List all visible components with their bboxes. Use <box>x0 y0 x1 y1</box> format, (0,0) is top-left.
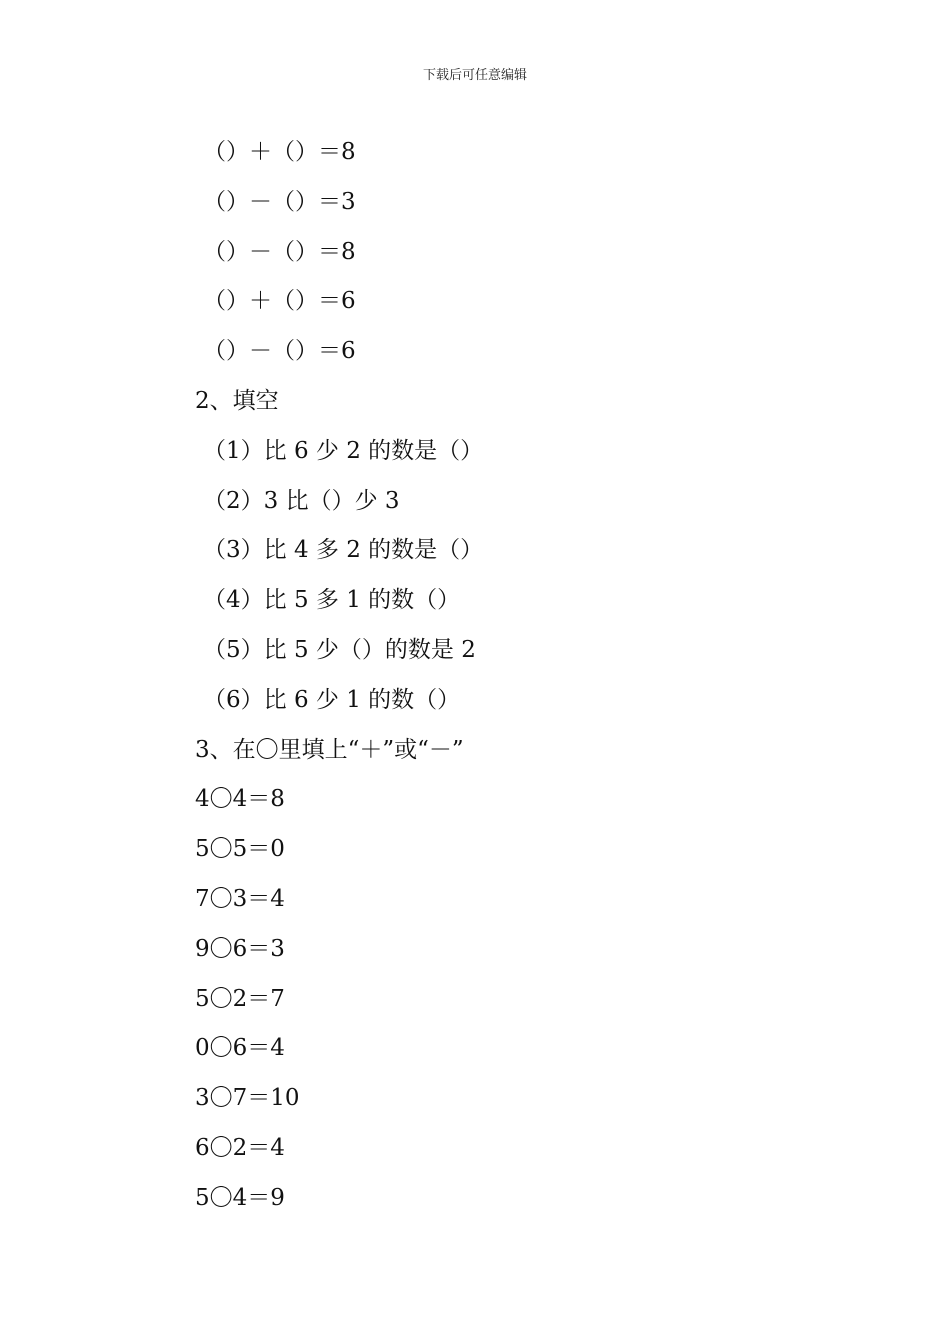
equation-line: （）－（）＝3 <box>203 188 356 215</box>
operator-line: 4〇4＝8 <box>195 786 285 813</box>
equation-line: （）－（）＝6 <box>203 338 356 365</box>
operator-line: 0〇6＝4 <box>195 1035 285 1062</box>
operator-line: 3〇7＝10 <box>195 1085 300 1112</box>
operator-line: 5〇5＝0 <box>195 836 285 863</box>
worksheet-body <box>195 128 895 1224</box>
question-line: （1）比 6 少 2 的数是（） <box>203 437 484 464</box>
question-line: （2）3 比（）少 3 <box>203 487 400 514</box>
question-line: （4）比 5 多 1 的数（） <box>203 587 461 614</box>
operator-line: 6〇2＝4 <box>195 1134 285 1161</box>
equation-line: （）＋（）＝8 <box>203 139 356 165</box>
question-line: （5）比 5 少（）的数是 2 <box>203 636 476 663</box>
section-title-fill-blank: 2、填空 <box>195 387 279 414</box>
operator-line: 7〇3＝4 <box>195 885 285 912</box>
question-line: （6）比 6 少 1 的数（） <box>203 686 461 713</box>
operator-line: 9〇6＝3 <box>195 935 285 962</box>
question-line: （3）比 4 多 2 的数是（） <box>203 537 484 564</box>
equation-line: （）－（）＝8 <box>203 238 356 265</box>
operator-line: 5〇4＝9 <box>195 1184 285 1211</box>
section-title-operators: 3、在〇里填上“＋”或“－” <box>195 736 464 763</box>
equation-line: （）＋（）＝6 <box>203 288 356 315</box>
page-header: 下载后可任意编辑 <box>422 68 527 83</box>
operator-line: 5〇2＝7 <box>195 985 285 1012</box>
